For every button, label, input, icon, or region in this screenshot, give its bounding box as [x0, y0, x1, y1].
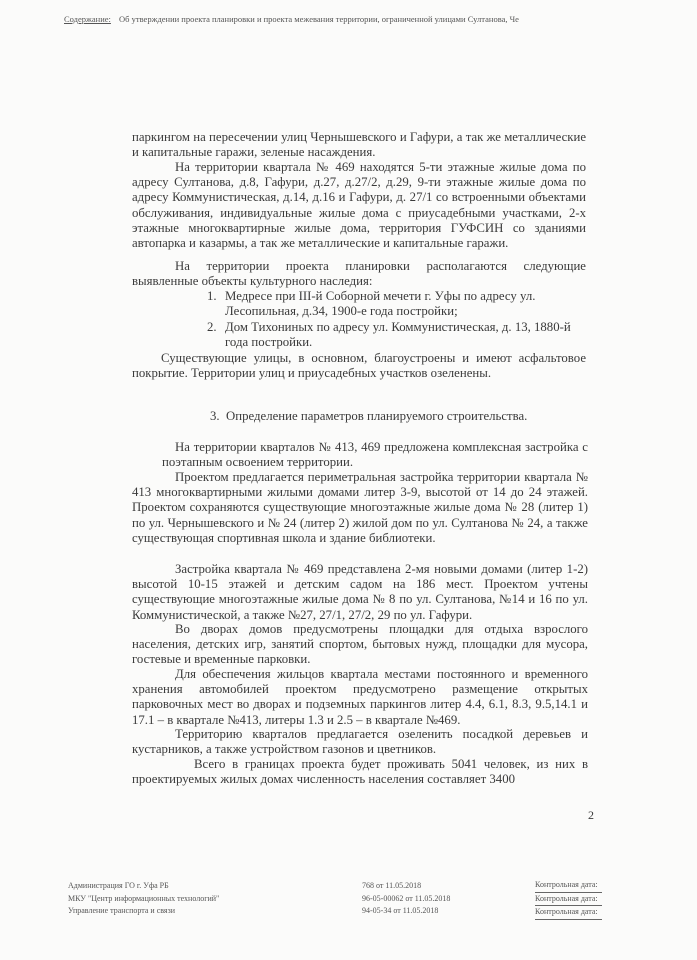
header-label: Содержание:: [64, 14, 111, 24]
document-header: [64, 14, 519, 24]
footer-org: Управление транспорта и связи: [68, 906, 176, 915]
footer-org: МКУ "Центр информационных технологий": [68, 893, 220, 903]
list-item-number: 1.: [207, 289, 217, 303]
control-date-field: Контрольная дата:: [535, 906, 602, 920]
list-item: [207, 289, 587, 319]
paragraph-6: Проектом предлагается периметральная застройка территории квартала № 413 многоквартирными жилыми домами литер 3-9, высотой от 14 до 24 этажей. Проектом сохраняются существующие многоэтажные жилые дома № 28 (литер 1) по ул. Чернышевского и № 24 (литер 2) жилой дом по ул. Султанова № 24, а также существующая спортивная школа и здание библиотеки.: [132, 470, 588, 545]
paragraph-10: Территорию кварталов предлагается озеленить посадкой деревьев и кустарников, а также устройством газонов и цветников.: [132, 727, 588, 757]
section-title: Определение параметров планируемого строительства.: [226, 409, 528, 423]
list-item-number: 2.: [207, 320, 217, 334]
paragraph-7: Застройка квартала № 469 представлена 2-мя новыми домами (литер 1-2) высотой 10-15 этажей и детским садом на 186 мест. Проектом учтены существующие многоэтажные жилые дома № 8 по ул. Султанова, №14 и 16 по ул. Коммунистической, а также №27, 27/1, 27/2, 29 по ул. Гафури.: [132, 562, 588, 622]
list-item-text: Дом Тихониных по адресу ул. Коммунистическая, д. 13, 1880-й года постройки.: [225, 320, 571, 350]
footer-org: Администрация ГО г. Уфа РБ: [68, 881, 169, 890]
paragraph-4: Существующие улицы, в основном, благоустроены и имеют асфальтовое покрытие. Территории улиц и приусадебных участков озеленены.: [132, 351, 586, 381]
header-text: Об утверждении проекта планировки и проекта межевания территории, ограниченной улицами Султанова, Че: [119, 14, 519, 24]
paragraph-11: Всего в границах проекта будет проживать 5041 человек, из них в проектируемых жилых домах численность населения составляет 3400: [132, 757, 588, 787]
section-number: 3.: [210, 409, 220, 423]
footer-control: [535, 879, 602, 920]
page-number: 2: [588, 808, 594, 822]
footer-doc: 768 от 11.05.2018: [362, 881, 422, 890]
control-date-field: Контрольная дата:: [535, 893, 602, 907]
paragraph-3: На территории проекта планировки располагаются следующие выявленные объекты культурного наследия:: [132, 259, 586, 289]
paragraph-2: На территории квартала № 469 находятся 5-ти этажные жилые дома по адресу Султанова, д.8, Гафури, д.27, д.27/2, д.29, 9-ти этажные жилые дома по адресу Коммунистическая, д.14, д.16 и Гафури, д. 27/1 со встроенными объектами обслуживания, индивидуальные жилые дома с приусадебными участками, 2-х этажные многоквартирные жилые дома, территория ГУФСИН со зданиями автопарка и казармы, а так же металлические и капитальные гаражи.: [132, 160, 586, 251]
paragraph-8: Во дворах домов предусмотрены площадки для отдыха взрослого населения, детских игр, занятий спортом, бытовых нужд, площадки для мусора, гостевые и временные парковки.: [132, 622, 588, 667]
section-heading: [210, 409, 527, 424]
list-item: [207, 320, 587, 350]
paragraph-5: На территории кварталов № 413, 469 предложена комплексная застройка с поэтапным освоением территории.: [162, 440, 588, 470]
footer-orgs: [68, 880, 219, 918]
footer-doc: 96-05-00062 от 11.05.2018: [362, 893, 451, 903]
paragraph-9: Для обеспечения жильцов квартала местами постоянного и временного хранения автомобилей проектом предусмотрено размещение открытых парковочных мест во дворах и подземных паркингов литер 4.4, 6.1, 8.3, 9.5,14.1 и 17.1 – в квартале №413, литеры 1.3 и 2.5 – в квартале №469.: [132, 667, 588, 727]
paragraph-1: паркингом на пересечении улиц Чернышевского и Гафури, а так же металлические и капитальные гаражи, зеленые насаждения.: [132, 130, 586, 160]
footer-docs: [362, 880, 450, 918]
list-item-text: Медресе при III-й Соборной мечети г. Уфы по адресу ул. Лесопильная, д.34, 1900-е года постройки;: [225, 289, 536, 319]
footer-doc: 94-05-34 от 11.05.2018: [362, 906, 439, 915]
control-date-field: Контрольная дата:: [535, 879, 602, 893]
